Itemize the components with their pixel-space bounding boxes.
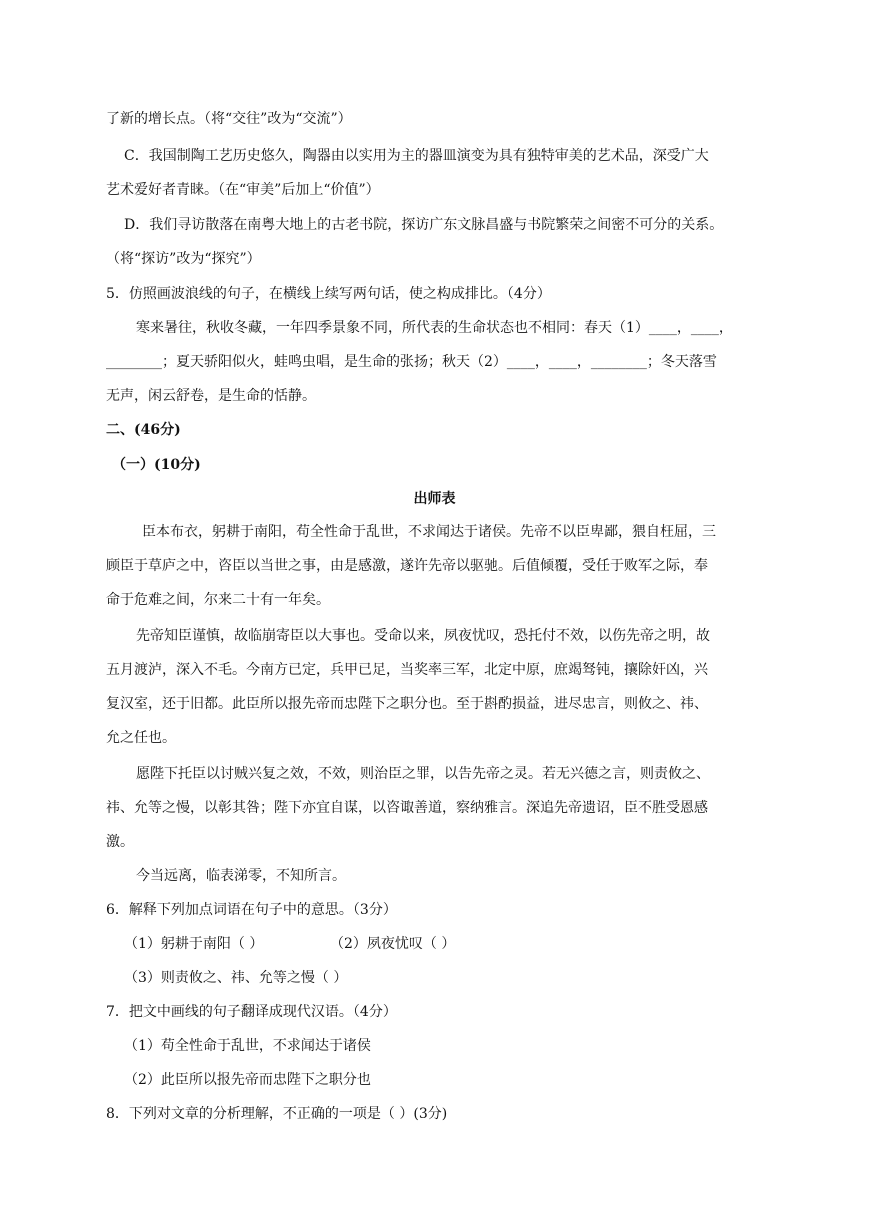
question-7-item: （2）此臣所以报先帝而忠陛下之职分也 xyxy=(124,1072,371,1088)
text-line: （将“探访”改为“探究”） xyxy=(106,251,261,267)
passage-line: 复汉室，还于旧都。此臣所以报先帝而忠陛下之职分也。至于斟酌损益，进尽忠言，则攸之、祎、 xyxy=(106,696,708,712)
question-8: 8．下列对文章的分析理解，不正确的一项是（ ）(3分) xyxy=(106,1106,448,1122)
passage-line: 臣本布衣，躬耕于南阳，苟全性命于乱世，不求闻达于诸侯。先帝不以臣卑鄙，猥自枉屈，三 xyxy=(142,524,716,540)
passage-line: 先帝知臣谨慎，故临崩寄臣以大事也。受命以来，夙夜忧叹，恐托付不效，以伤先帝之明，故 xyxy=(136,628,710,644)
section-heading: 二、(46分) xyxy=(106,422,181,438)
passage-line: 祎、允等之慢，以彰其咎；陛下亦宜自谋，以咨诹善道，察纳雅言。深追先帝遗诏，臣不胜受恩感 xyxy=(106,800,708,816)
question-6-item: （2）夙夜忧叹（ ） xyxy=(330,936,456,952)
text-line: 艺术爱好者青睐。（在“审美”后加上“价值”） xyxy=(106,182,380,198)
passage-title: 出师表 xyxy=(413,491,456,507)
question-7: 7．把文中画线的句子翻译成现代汉语。（4分） xyxy=(106,1004,397,1020)
option-c-line: C．我国制陶工艺历史悠久，陶器由以实用为主的器皿演变为具有独特审美的艺术品，深受广大 xyxy=(124,148,709,164)
passage-line: 命于危难之间，尔来二十有一年矣。 xyxy=(106,592,330,608)
text-line: 了新的增长点。（将“交往”改为“交流”） xyxy=(106,111,352,127)
question-5-prompt: ________；夏天骄阳似火，蛙鸣虫唱，是生命的张扬；秋天（2）____，____，________；冬天落雪 xyxy=(106,354,717,370)
question-6: 6．解释下列加点词语在句子中的意思。（3分） xyxy=(106,902,397,918)
passage-line: 顾臣于草庐之中，咨臣以当世之事，由是感激，遂许先帝以驱驰。后值倾覆，受任于败军之际，奉 xyxy=(106,558,708,574)
passage-line: 今当远离，临表涕零，不知所言。 xyxy=(136,868,346,884)
passage-line: 愿陛下托臣以讨贼兴复之效，不效，则治臣之罪，以告先帝之灵。若无兴德之言，则责攸之、 xyxy=(136,766,710,782)
question-5: 5．仿照画波浪线的句子，在横线上续写两句话，使之构成排比。（4分） xyxy=(106,286,551,302)
option-d-line: D．我们寻访散落在南粤大地上的古老书院，探访广东文脉昌盛与书院繁荣之间密不可分的关系。 xyxy=(124,217,724,233)
passage-line: 五月渡泸，深入不毛。今南方已定，兵甲已足，当奖率三军，北定中原，庶竭驽钝，攘除奸凶，兴 xyxy=(106,662,708,678)
passage-line: 激。 xyxy=(106,834,134,850)
question-7-item: （1）苟全性命于乱世，不求闻达于诸侯 xyxy=(124,1038,371,1054)
question-5-prompt: 寒来暑往，秋收冬藏，一年四季景象不同，所代表的生命状态也不相同：春天（1）____，____， xyxy=(136,320,733,336)
subsection-heading: （一）(10分) xyxy=(112,457,201,473)
question-6-item: （1）躬耕于南阳（ ） xyxy=(124,936,264,952)
passage-line: 允之任也。 xyxy=(106,730,176,746)
question-5-prompt: 无声，闲云舒卷，是生命的恬静。 xyxy=(106,388,316,404)
question-6-item: （3）则责攸之、祎、允等之慢（ ） xyxy=(124,970,348,986)
